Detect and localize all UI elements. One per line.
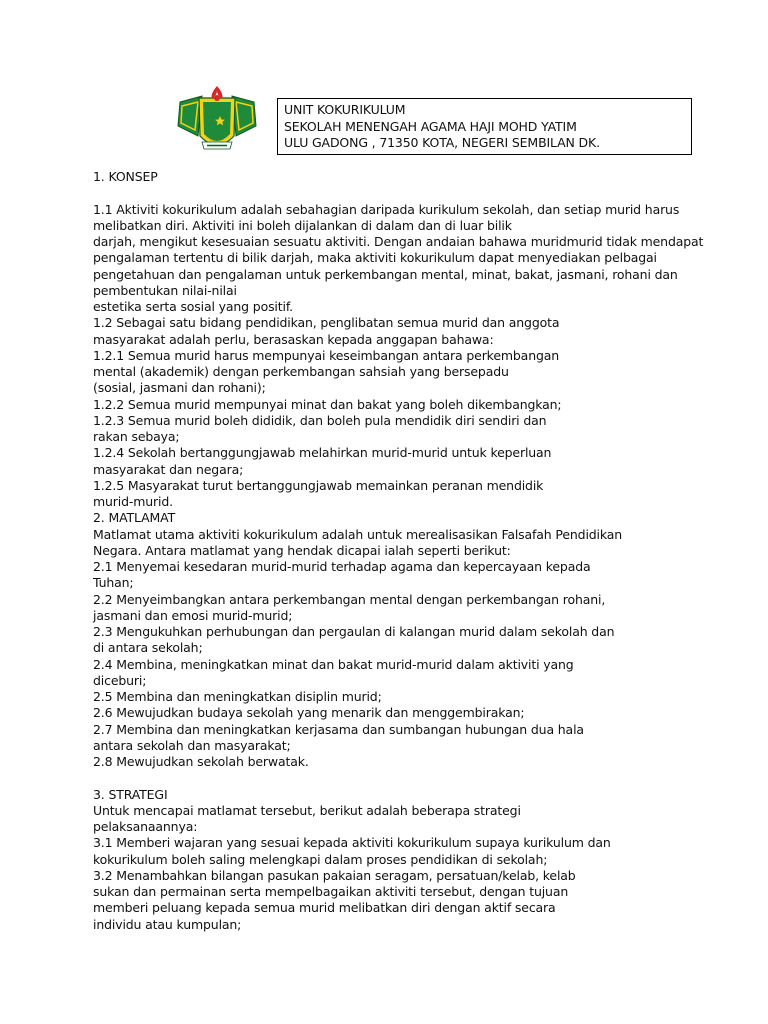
text-line: Tuhan; <box>93 575 134 591</box>
text-line: 2. MATLAMAT <box>93 510 176 526</box>
text-line: 3. STRATEGI <box>93 786 168 802</box>
text-line: 2.7 Membina dan meningkatkan kerjasama dan sumbangan hubungan dua hala <box>93 721 584 737</box>
text-line: 1.2.1 Semua murid harus mempunyai keseimbangan antara perkembangan <box>93 347 560 363</box>
text-line: masyarakat adalah perlu, berasaskan kepada anggapan bahawa: <box>93 331 494 347</box>
text-line: Negara. Antara matlamat yang hendak dicapai ialah seperti berikut: <box>93 542 511 558</box>
unit-title: UNIT KOKURIKULUM <box>284 102 406 117</box>
blank-line <box>93 770 693 786</box>
text-line: pengalaman tertentu di bilik darjah, maka aktiviti kokurikulum dapat menyediakan pelbagai <box>93 250 657 266</box>
text-line: individu atau kumpulan; <box>93 916 242 932</box>
text-line: diceburi; <box>93 672 147 688</box>
text-line: 1.1 Aktiviti kokurikulum adalah sebahagian daripada kurikulum sekolah, dan setiap murid harus <box>93 201 680 217</box>
text-line: 1.2.3 Semua murid boleh dididik, dan boleh pula mendidik diri sendiri dan <box>93 412 547 428</box>
text-line: sukan dan permainan serta mempelbagaikan aktiviti tersebut, dengan tujuan <box>93 884 569 899</box>
text-line: mental (akademik) dengan perkembangan sahsiah yang bersepadu <box>93 364 509 379</box>
text-line: 1.2.5 Masyarakat turut bertanggungjawab memainkan peranan mendidik <box>93 477 544 493</box>
text-line: melibatkan diri. Aktiviti ini boleh dijalankan di dalam dan di luar bilik <box>93 217 512 233</box>
text-line: 3.2 Menambahkan bilangan pasukan pakaian seragam, persatuan/kelab, kelab <box>93 867 576 883</box>
text-line: kokurikulum boleh saling melengkapi dalam proses pendidikan di sekolah; <box>93 851 548 867</box>
text-line: 2.8 Mewujudkan sekolah berwatak. <box>93 754 309 769</box>
text-line: 2.4 Membina, meningkatkan minat dan bakat murid-murid dalam aktiviti yang <box>93 656 574 672</box>
text-line: 1.2.2 Semua murid mempunyai minat dan bakat yang boleh dikembangkan; <box>93 396 562 412</box>
text-line: pengetahuan dan pengalaman untuk perkembangan mental, minat, bakat, jasmani, rohani dan <box>93 266 678 282</box>
text-line: pembentukan nilai-nilai <box>93 282 237 298</box>
text-line: 2.3 Mengukuhkan perhubungan dan pergaulan di kalangan murid dalam sekolah dan <box>93 624 615 639</box>
text-line: rakan sebaya; <box>93 429 180 444</box>
text-line: jasmani dan emosi murid-murid; <box>93 607 293 623</box>
text-line: memberi peluang kepada semua murid melibatkan diri dengan aktif secara <box>93 900 556 916</box>
text-line: 3.1 Memberi wajaran yang sesuai kepada aktiviti kokurikulum supaya kurikulum dan <box>93 835 611 851</box>
text-line: 2.5 Membina dan meningkatkan disiplin murid; <box>93 689 382 704</box>
text-line: masyarakat dan negara; <box>93 461 244 477</box>
text-line: (sosial, jasmani dan rohani); <box>93 380 266 396</box>
school-crest-icon <box>172 86 262 160</box>
text-line: Untuk mencapai matlamat tersebut, berikut adalah beberapa strategi <box>93 802 521 818</box>
text-line: darjah, mengikut kesesuaian sesuatu aktiviti. Dengan andaian bahawa muridmurid tidak mendapat <box>93 234 704 249</box>
text-line: murid-murid. <box>93 494 173 509</box>
school-name: SEKOLAH MENENGAH AGAMA HAJI MOHD YATIM <box>284 118 577 134</box>
text-line: di antara sekolah; <box>93 640 203 656</box>
school-address: ULU GADONG , 71350 KOTA, NEGERI SEMBILAN DK. <box>284 135 600 150</box>
text-line: 1.2.4 Sekolah bertanggungjawab melahirkan murid-murid untuk keperluan <box>93 445 552 461</box>
school-logo <box>172 86 262 160</box>
text-line: antara sekolah dan masyarakat; <box>93 737 291 753</box>
text-line: pelaksanaannya: <box>93 819 198 834</box>
text-line: 2.1 Menyemai kesedaran murid-murid terhadap agama dan kepercayaan kepada <box>93 559 591 574</box>
text-line: Matlamat utama aktiviti kokurikulum adalah untuk merealisasikan Falsafah Pendidikan <box>93 526 623 542</box>
text-line: 2.2 Menyeimbangkan antara perkembangan mental dengan perkembangan rohani, <box>93 591 606 607</box>
text-line: 1.2 Sebagai satu bidang pendidikan, penglibatan semua murid dan anggota <box>93 315 560 331</box>
document-body <box>93 169 704 933</box>
text-line: 2.6 Mewujudkan budaya sekolah yang menarik dan menggembirakan; <box>93 705 525 721</box>
text-line: 1. KONSEP <box>93 169 158 184</box>
text-line: estetika serta sosial yang positif. <box>93 299 293 314</box>
blank-line <box>93 185 693 201</box>
school-header-box <box>277 98 692 155</box>
